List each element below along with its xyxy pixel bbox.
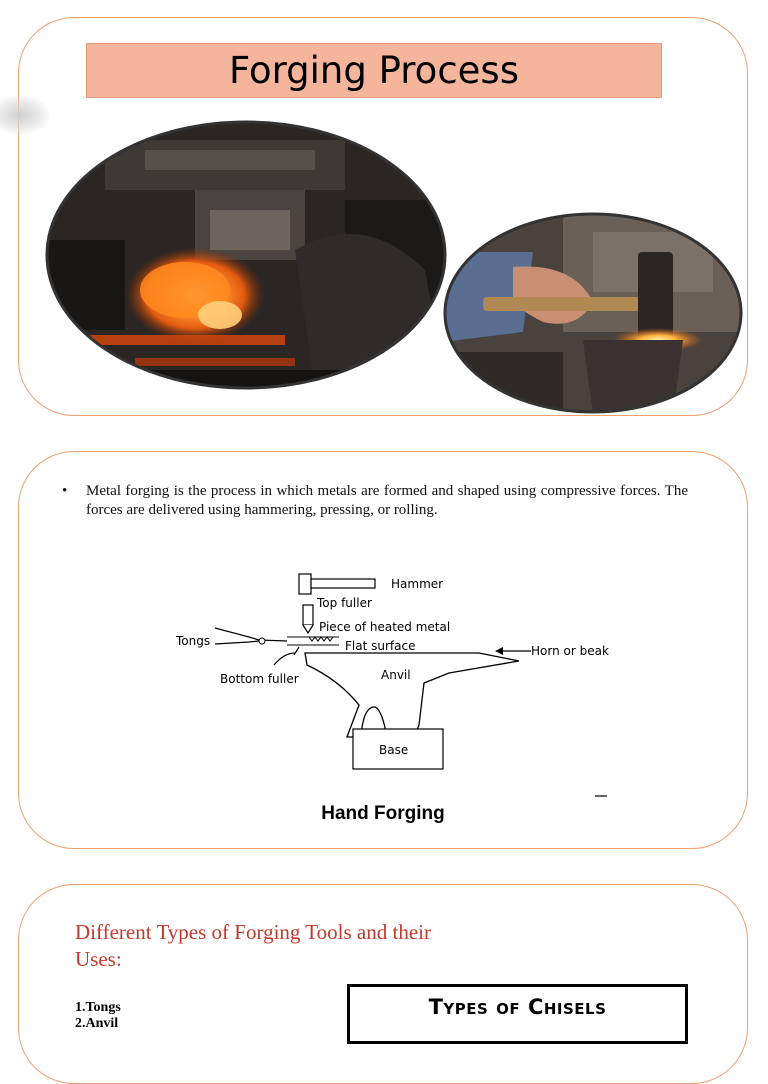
tools-list <box>75 1000 121 1032</box>
slide-hand-forging <box>18 451 748 849</box>
top-fuller-shape <box>303 605 313 625</box>
label-top-fuller: Top fuller <box>317 596 372 610</box>
label-bottom-fuller: Bottom fuller <box>220 672 299 686</box>
slide-forging-process <box>18 17 748 416</box>
label-tongs: Tongs <box>176 634 211 648</box>
chisels-card <box>347 984 688 1044</box>
tiny-mark <box>595 795 607 797</box>
slide-title: Forging Process <box>229 49 519 92</box>
label-heated-metal: Piece of heated metal <box>319 620 451 634</box>
list-item: 1.Tongs <box>75 1000 121 1015</box>
label-hammer: Hammer <box>391 577 444 591</box>
label-base: Base <box>379 743 409 757</box>
forging-press-photo <box>45 120 447 390</box>
list-item: 2.Anvil <box>75 1016 119 1031</box>
section-heading: Different Types of Forging Tools and their Uses: <box>75 920 431 971</box>
diagram-caption: Hand Forging <box>321 803 445 824</box>
chisels-card-title: Types of Chisels <box>428 995 607 1019</box>
hammer-handle <box>311 579 375 588</box>
slide-forging-tools <box>18 884 748 1084</box>
bullet-text: Metal forging is the process in which metals are formed and shaped using compressive forces. The forces are delivered using hammering, pressing, or rolling. <box>86 483 688 518</box>
bullet-point <box>62 482 688 520</box>
hand-forging-diagram <box>149 565 629 775</box>
label-horn: Horn or beak <box>531 644 609 658</box>
label-flat-surface: Flat surface <box>345 639 416 653</box>
title-banner <box>86 43 662 98</box>
tongs-shape <box>215 628 287 644</box>
bullet-icon: • <box>62 483 68 499</box>
hammer-head <box>299 574 311 594</box>
label-anvil: Anvil <box>381 668 411 682</box>
anvil-shape <box>305 653 519 738</box>
hand-hammering-photo <box>443 212 743 414</box>
